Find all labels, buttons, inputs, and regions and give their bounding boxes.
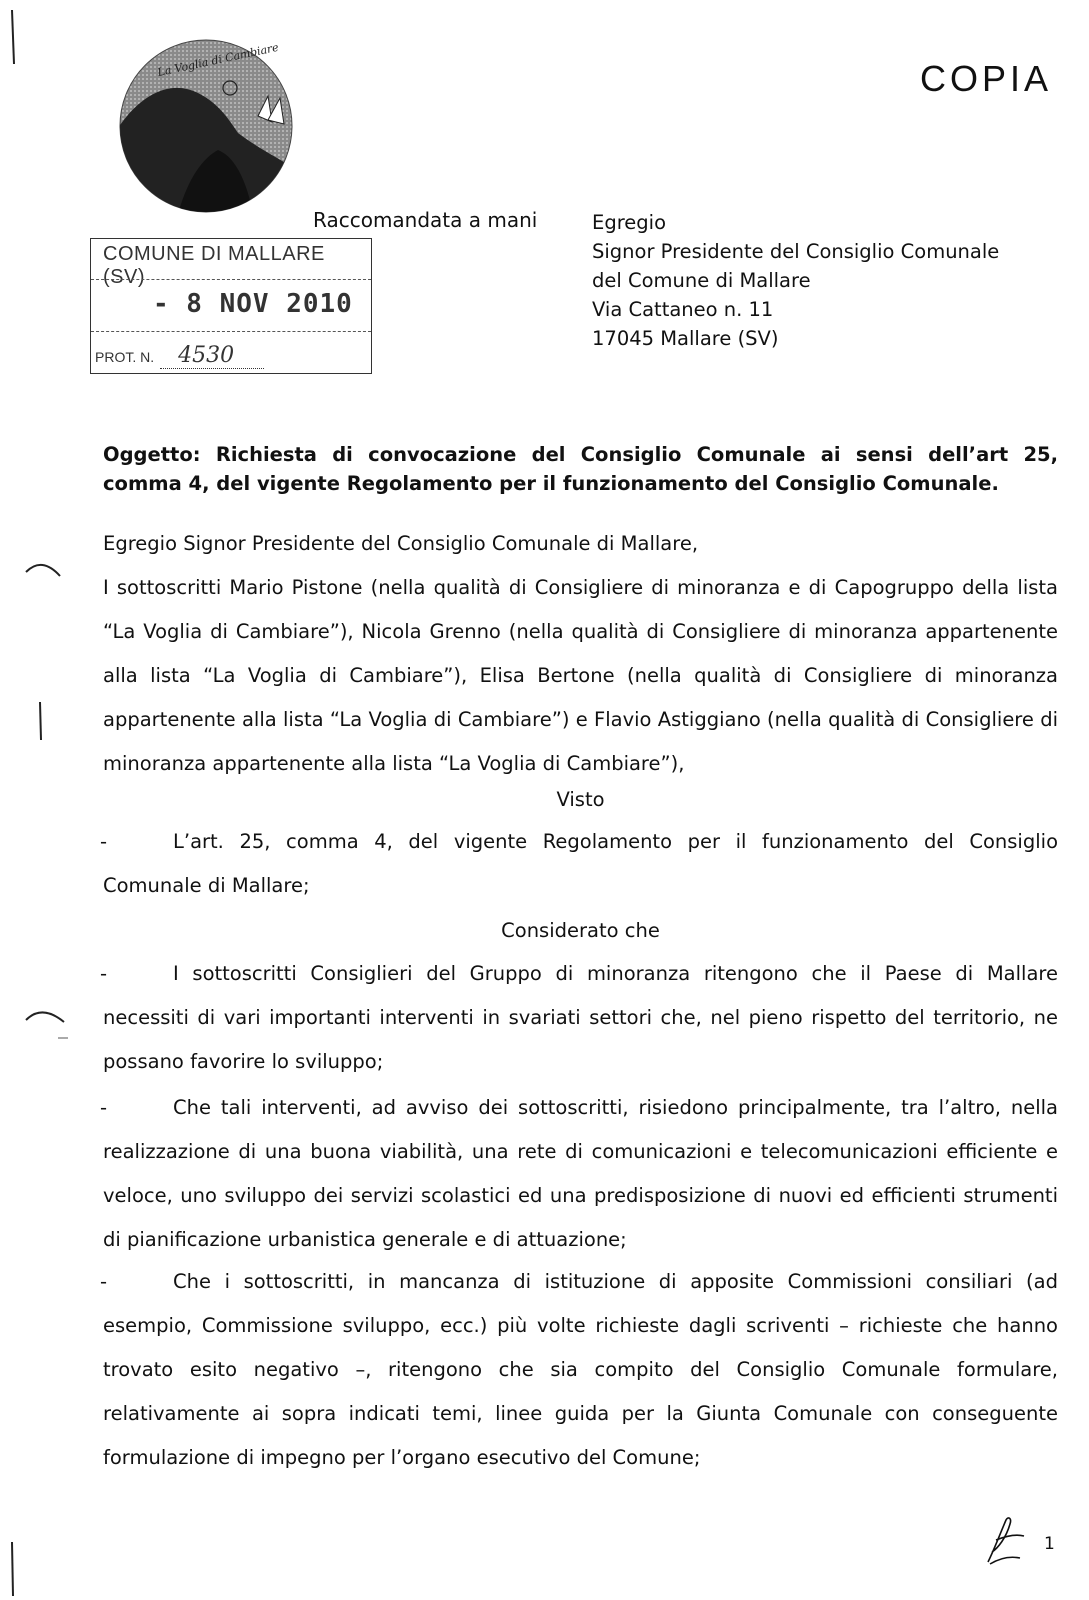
list-dash: - (100, 1270, 108, 1293)
considerato-item-3: Che i sottoscritti, in mancanza di istituzione di apposite Commissioni consiliari (ad esempio, Commissione sviluppo, ecc.) più volte richieste dagli scriventi – richieste che hanno trovato esito negativo –, ritengono che sia compito del Consiglio Comunale formulare, relativamente ai sopra indicati temi, linee guida per la Giunta Comunale con conseguente formulazione di impegno per l’organo esecutivo del Comune; (103, 1270, 1058, 1469)
logo-text: La Voglia di Cambiare (156, 40, 280, 80)
scan-mark-icon (8, 8, 18, 68)
visto-item: L’art. 25, comma 4, del vigente Regolamento per il funzionamento del Consiglio Comunale di Mallare; (103, 830, 1058, 897)
scan-mark-icon (36, 700, 46, 744)
recipient-address (592, 208, 999, 353)
punch-hole-icon (24, 558, 64, 582)
stamp-divider (91, 279, 371, 280)
protocol-stamp (90, 238, 372, 374)
raccomandata-label: Raccomandata a mani (313, 208, 538, 232)
considerato-item-2: Che tali interventi, ad avviso dei sottoscritti, risiedono principalmente, tra l’altro, nella realizzazione di una buona viabilità, una rete di comunicazioni e telecomunicazioni efficiente e veloce, uno sviluppo dei servizi scolastici ed una predisposizione di nuovi ed efficienti strumenti di pianificazione urbanistica generale e di attuazione; (103, 1096, 1058, 1251)
list-dash: - (100, 1096, 108, 1119)
stamp-prot-number: 4530 (160, 343, 264, 369)
stamp-comune: COMUNE DI MALLARE (SV) (103, 243, 325, 288)
list-dash: - (100, 830, 108, 853)
considerato-heading: Considerato che (501, 919, 660, 942)
visto-heading: Visto (556, 788, 605, 811)
scan-mark-icon (8, 1540, 18, 1598)
stamp-prot-label: PROT. N. (95, 349, 155, 365)
considerato-item-1: I sottoscritti Consiglieri del Gruppo di minoranza ritengono che il Paese di Mallare necessiti di vari importanti interventi in svariati settori che, nel pieno rispetto del territorio, ne possano favorire lo sviluppo; (103, 962, 1058, 1073)
recipient-line: Via Cattaneo n. 11 (592, 298, 774, 321)
salutation: Egregio Signor Presidente del Consiglio Comunale di Mallare, (103, 532, 699, 555)
logo-la-voglia-di-cambiare (118, 38, 294, 214)
stamp-divider (91, 331, 371, 332)
stamp-prot-row (95, 343, 264, 368)
list-dash: - (100, 962, 108, 985)
recipient-line: del Comune di Mallare (592, 269, 811, 292)
stamp-date: - 8 NOV 2010 (153, 289, 353, 319)
intro-paragraph: I sottoscritti Mario Pistone (nella qualità di Consigliere di minoranza e di Capogruppo della lista “La Voglia di Cambiare”), Nicola Grenno (nella qualità di Consigliere di minoranza appartenente alla lista “La Voglia di Cambiare”), Elisa Bertone (nella qualità di Consigliere di minoranza appartenente alla lista “La Voglia di Cambiare”) e Flavio Astiggiano (nella qualità di Consigliere di minoranza appartenente alla lista “La Voglia di Cambiare”), (103, 576, 1058, 775)
initials-signature-icon (980, 1512, 1030, 1568)
recipient-line: 17045 Mallare (SV) (592, 327, 779, 350)
recipient-line: Signor Presidente del Consiglio Comunale (592, 240, 1000, 263)
recipient-line: Egregio (592, 211, 667, 234)
subject-line: Oggetto: Richiesta di convocazione del Consiglio Comunale ai sensi dell’art 25, comma 4, del vigente Regolamento per il funzionamento del Consiglio Comunale. (103, 443, 1058, 495)
copia-label: COPIA (920, 58, 1053, 99)
page-number: 1 (1044, 1534, 1055, 1554)
punch-hole-icon (24, 1002, 68, 1042)
